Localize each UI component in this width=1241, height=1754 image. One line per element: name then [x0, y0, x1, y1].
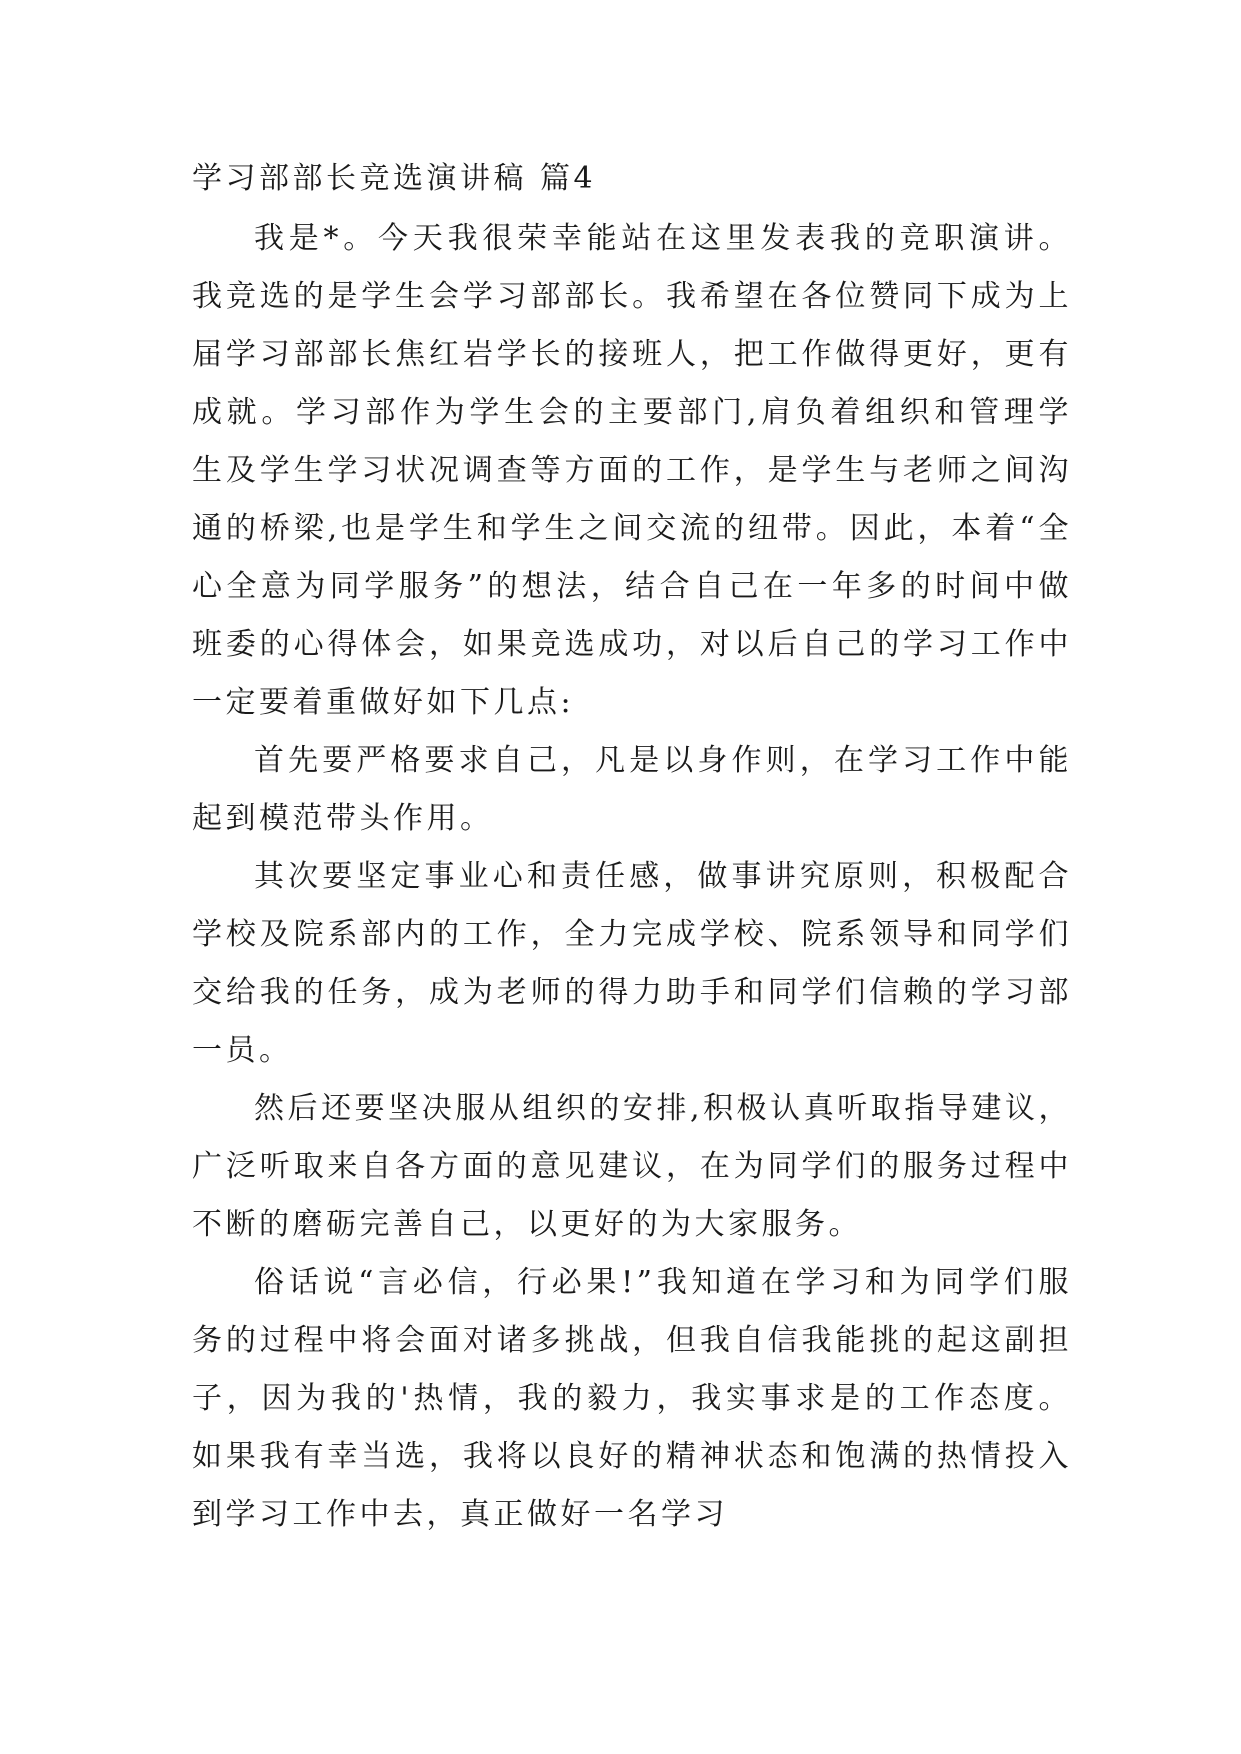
paragraph-intro: 我是*。今天我很荣幸能站在这里发表我的竞职演讲。我竞选的是学生会学习部部长。我希望在各位赞同下成为上届学习部部长焦红岩学长的接班人，把工作做得更好，更有成就。学习部作为学生会的主要部门,肩负着组织和管理学生及学生学习状况调查等方面的工作，是学生与老师之间沟通的桥梁,也是学生和学生之间交流的纽带。因此，本着“全心全意为同学服务”的想法，结合自己在一年多的时间中做班委的心得体会，如果竞选成功，对以后自己的学习工作中一定要着重做好如下几点:	[192, 221, 1072, 720]
paragraph-first-point: 首先要严格要求自己，凡是以身作则，在学习工作中能起到模范带头作用。	[192, 743, 1072, 836]
document-title: 学习部部长竞选演讲稿 篇4	[192, 161, 597, 196]
paragraph-third-point: 然后还要坚决服从组织的安排,积极认真听取指导建议，广泛听取来自各方面的意见建议，在为同学们的服务过程中不断的磨砺完善自己，以更好的为大家服务。	[192, 1091, 1072, 1242]
paragraph-second-point: 其次要坚定事业心和责任感，做事讲究原则，积极配合学校及院系部内的工作，全力完成学校、院系领导和同学们交给我的任务，成为老师的得力助手和同学们信赖的学习部一员。	[192, 859, 1072, 1068]
paragraph-conclusion: 俗话说“言必信，行必果!”我知道在学习和为同学们服务的过程中将会面对诸多挑战，但我自信我能挑的起这副担子，因为我的'热情，我的毅力，我实事求是的工作态度。如果我有幸当选，我将以良好的精神状态和饱满的热情投入到学习工作中去，真正做好一名学习	[192, 1265, 1072, 1532]
document-body	[192, 148, 1072, 1544]
